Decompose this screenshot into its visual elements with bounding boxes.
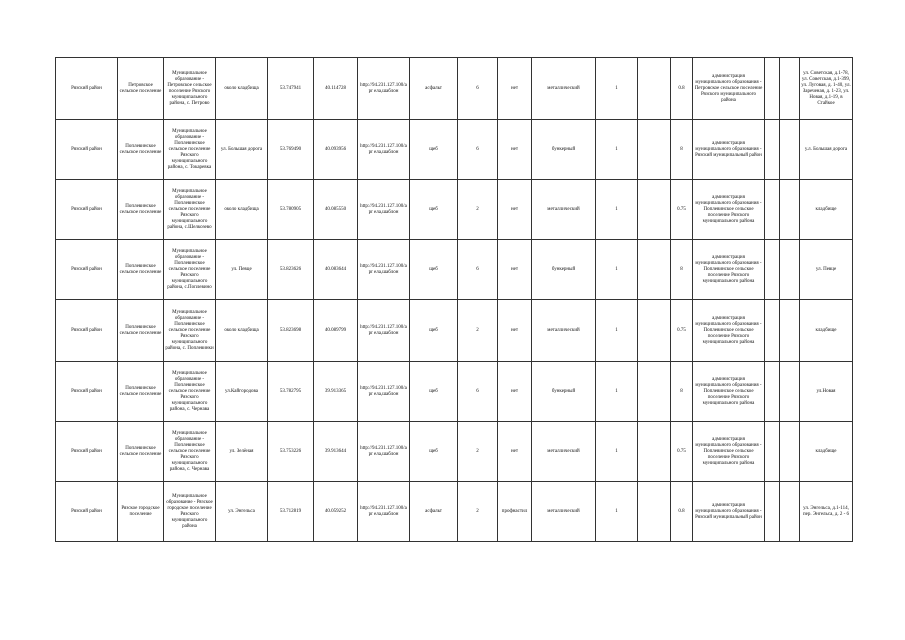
container-type-cell [532, 300, 596, 362]
waste-sources-cell [800, 120, 853, 180]
longitude-cell [314, 180, 358, 240]
owner-cell [164, 422, 216, 482]
container-type-text: металлический [547, 448, 580, 454]
holder-text: администрация муниципального образования - Рязский муниципальный район [695, 502, 762, 520]
owner-cell [164, 120, 216, 180]
empty-cell [765, 180, 780, 240]
latitude-text: 53.747941 [279, 85, 302, 91]
waste-sources-text: ул.Новая [816, 388, 836, 394]
holder-text: администрация муниципального образования - Поплевинское сельское поселение Рязского муниципального района [695, 254, 762, 284]
empty-cell [780, 120, 800, 180]
container-count-text: 1 [615, 146, 618, 152]
location-cell [216, 422, 268, 482]
fence-cell [498, 240, 532, 300]
location-text: около кладбища [224, 85, 259, 91]
latitude-text: 53.753226 [279, 448, 302, 454]
container-type-cell [532, 362, 596, 422]
waste-sources-text: кладбище [815, 448, 837, 454]
container-volume-text: 0.8 [678, 508, 685, 514]
owner-text: Муниципальное образование - Рязское городское поселение Рязского муниципального района [166, 493, 213, 529]
waste-sources-cell [800, 180, 853, 240]
settlement-cell [118, 362, 164, 422]
table-row [56, 180, 853, 240]
container-count-text: 1 [615, 448, 618, 454]
container-volume-cell [671, 300, 693, 362]
container-count-cell [596, 240, 638, 300]
holder-cell [693, 300, 765, 362]
area-cell [458, 300, 498, 362]
table-row [56, 482, 853, 542]
area-text: 2 [476, 448, 479, 454]
table-row [56, 422, 853, 482]
owner-text: Муниципальное образование - Петровское сельское поселение Рязского муниципального района, с. Петрово [167, 70, 212, 106]
container-type-text: металлический [547, 85, 580, 91]
district-cell [56, 240, 118, 300]
cover-type-text: асфальт [425, 508, 442, 514]
district-cell [56, 482, 118, 542]
empty-cell [765, 58, 780, 120]
empty-cell [765, 482, 780, 542]
registry-link-text[interactable]: http://94.231.127.100/apr ела,шаблон [360, 385, 407, 397]
empty-cell [638, 482, 671, 542]
cover-type-cell [410, 362, 458, 422]
waste-sources-cell [800, 240, 853, 300]
longitude-cell [314, 482, 358, 542]
latitude-text: 53.823698 [279, 327, 302, 333]
area-cell [458, 422, 498, 482]
fence-text: профнастил [501, 508, 528, 514]
registry-link-text[interactable]: http://94.231.127.100/apr ела,шаблон [360, 445, 407, 457]
registry-link-text[interactable]: http://94.231.127.100/apr ела,шаблон [360, 203, 407, 215]
area-text: 2 [476, 508, 479, 514]
fence-text: нет [510, 327, 519, 333]
table-row [56, 120, 853, 180]
cover-type-text: щеб [429, 266, 438, 272]
cover-type-text: щеб [429, 206, 438, 212]
empty-cell [780, 240, 800, 300]
container-count-cell [596, 362, 638, 422]
settlement-cell [118, 422, 164, 482]
district-cell [56, 58, 118, 120]
container-type-cell [532, 482, 596, 542]
settlement-cell [118, 120, 164, 180]
table-row [56, 240, 853, 300]
settlement-text: Петровское сельское поселение [119, 82, 162, 94]
fence-cell [498, 180, 532, 240]
empty-cell [638, 180, 671, 240]
latitude-cell [268, 422, 314, 482]
settlement-text: Поплевинское сельское поселение [119, 263, 162, 275]
cover-type-text: щеб [429, 448, 438, 454]
waste-sources-cell [800, 58, 853, 120]
latitude-text: 53.782795 [279, 388, 302, 394]
container-type-text: бункерный [551, 266, 576, 272]
registry-link-cell[interactable] [358, 180, 410, 240]
location-cell [216, 180, 268, 240]
table-row [56, 300, 853, 362]
container-volume-text: 0.8 [678, 85, 685, 91]
container-volume-cell [671, 180, 693, 240]
owner-cell [164, 300, 216, 362]
settlement-text: Рязское городское поселение [121, 505, 160, 517]
location-cell [216, 482, 268, 542]
registry-link-text[interactable]: http://94.231.127.100/apr ела,шаблон [360, 505, 407, 517]
empty-cell [765, 362, 780, 422]
district-text: Рязский район [71, 448, 102, 454]
empty-cell [780, 362, 800, 422]
latitude-text: 53.823626 [279, 266, 302, 272]
location-cell [216, 240, 268, 300]
container-volume-cell [671, 240, 693, 300]
registry-link-cell[interactable] [358, 300, 410, 362]
empty-cell [638, 362, 671, 422]
cover-type-cell [410, 58, 458, 120]
container-volume-cell [671, 422, 693, 482]
registry-link-cell[interactable] [358, 120, 410, 180]
latitude-text: 53.712819 [279, 508, 302, 514]
fence-cell [498, 362, 532, 422]
container-count-cell [596, 180, 638, 240]
latitude-cell [268, 240, 314, 300]
container-type-text: бункерный [551, 388, 576, 394]
container-volume-text: 8 [680, 388, 683, 394]
empty-cell [780, 482, 800, 542]
district-text: Рязский район [71, 85, 102, 91]
latitude-text: 53.769490 [279, 146, 302, 152]
fence-text: нет [510, 206, 519, 212]
district-text: Рязский район [71, 388, 102, 394]
container-volume-cell [671, 362, 693, 422]
area-cell [458, 120, 498, 180]
district-cell [56, 422, 118, 482]
longitude-text: 40.083644 [324, 266, 347, 272]
empty-cell [638, 240, 671, 300]
owner-text: Муниципальное образование - Поплевинское сельское поселение Рязского муниципального района, с.Поплевино [167, 248, 212, 290]
cover-type-cell [410, 240, 458, 300]
waste-sources-text: кладбище [815, 206, 837, 212]
empty-cell [638, 120, 671, 180]
area-cell [458, 58, 498, 120]
area-text: 6 [476, 266, 479, 272]
settlement-cell [118, 240, 164, 300]
holder-cell [693, 240, 765, 300]
waste-sources-cell [800, 300, 853, 362]
registry-link-text[interactable]: http://94.231.127.100/apr ела,шаблон [360, 143, 407, 155]
container-count-cell [596, 120, 638, 180]
district-text: Рязский район [71, 146, 102, 152]
holder-text: администрация муниципального образования - Поплевинское сельское поселение Рязского муниципального района [695, 376, 762, 406]
table-row [56, 58, 853, 120]
owner-cell [164, 58, 216, 120]
district-text: Рязский район [71, 327, 102, 333]
district-cell [56, 300, 118, 362]
waste-sources-cell [800, 362, 853, 422]
latitude-cell [268, 180, 314, 240]
area-cell [458, 240, 498, 300]
waste-sources-text: кладбище [815, 327, 837, 333]
cover-type-cell [410, 120, 458, 180]
container-count-cell [596, 482, 638, 542]
latitude-cell [268, 300, 314, 362]
fence-cell [498, 58, 532, 120]
empty-cell [638, 58, 671, 120]
empty-cell [765, 240, 780, 300]
fence-text: нет [510, 266, 519, 272]
latitude-cell [268, 120, 314, 180]
district-text: Рязский район [71, 508, 102, 514]
settlement-cell [118, 180, 164, 240]
register-body [56, 58, 853, 542]
settlement-text: Поплевинское сельское поселение [119, 324, 162, 336]
settlement-cell [118, 58, 164, 120]
owner-cell [164, 482, 216, 542]
owner-cell [164, 180, 216, 240]
holder-cell [693, 362, 765, 422]
holder-cell [693, 422, 765, 482]
area-text: 6 [476, 85, 479, 91]
cover-type-cell [410, 422, 458, 482]
longitude-text: 40.093956 [324, 146, 347, 152]
settlement-cell [118, 300, 164, 362]
empty-cell [780, 180, 800, 240]
district-cell [56, 362, 118, 422]
fence-text: нет [510, 448, 519, 454]
longitude-cell [314, 422, 358, 482]
empty-cell [780, 58, 800, 120]
cover-type-text: асфальт [425, 85, 442, 91]
container-type-cell [532, 120, 596, 180]
settlement-cell [118, 482, 164, 542]
settlement-text: Поплевинское сельское поселение [119, 385, 162, 397]
longitude-text: 40.114728 [324, 85, 347, 91]
fence-text: нет [510, 388, 519, 394]
container-type-text: металлический [547, 206, 580, 212]
empty-cell [638, 422, 671, 482]
container-count-text: 1 [615, 508, 618, 514]
location-cell [216, 58, 268, 120]
container-type-cell [532, 240, 596, 300]
cover-type-cell [410, 482, 458, 542]
latitude-cell [268, 362, 314, 422]
container-type-cell [532, 422, 596, 482]
empty-cell [765, 422, 780, 482]
container-count-cell [596, 300, 638, 362]
longitude-text: 39.913365 [324, 388, 347, 394]
container-volume-cell [671, 482, 693, 542]
settlement-text: Поплевинское сельское поселение [119, 203, 162, 215]
empty-cell [780, 300, 800, 362]
container-count-cell [596, 58, 638, 120]
longitude-text: 40.085550 [324, 206, 347, 212]
longitude-text: 40.059252 [324, 508, 347, 514]
container-volume-text: 8 [680, 266, 683, 272]
owner-text: Муниципальное образование - Поплевинское сельское поселение Рязского муниципального района, с. Чернава [168, 430, 211, 472]
holder-text: администрация муниципального образования - Петровское сельское поселение Рязского муниципального района [694, 73, 763, 103]
container-count-text: 1 [615, 388, 618, 394]
cover-type-text: щеб [429, 327, 438, 333]
latitude-cell [268, 482, 314, 542]
location-cell [216, 120, 268, 180]
container-count-text: 1 [615, 206, 618, 212]
owner-cell [164, 362, 216, 422]
register-table [55, 57, 853, 542]
district-cell [56, 180, 118, 240]
holder-cell [693, 482, 765, 542]
waste-sources-cell [800, 482, 853, 542]
longitude-cell [314, 362, 358, 422]
holder-cell [693, 180, 765, 240]
container-type-cell [532, 58, 596, 120]
empty-cell [765, 120, 780, 180]
fence-cell [498, 422, 532, 482]
waste-sources-cell [800, 422, 853, 482]
area-text: 2 [476, 327, 479, 333]
waste-sources-text: ул. Певце [815, 266, 837, 272]
owner-text: Муниципальное образование - Поплевинское сельское поселение Рязского муниципального района, с. Чернава [168, 370, 211, 412]
longitude-cell [314, 300, 358, 362]
area-text: 2 [476, 206, 479, 212]
registry-link-cell[interactable] [358, 482, 410, 542]
container-type-text: металлический [547, 327, 580, 333]
container-type-text: металлический [547, 508, 580, 514]
location-cell [216, 362, 268, 422]
container-volume-text: 0.75 [677, 448, 686, 454]
district-text: Рязский район [71, 266, 102, 272]
settlement-text: Поплевинское сельское поселение [119, 445, 162, 457]
cover-type-text: щеб [429, 388, 438, 394]
latitude-cell [268, 58, 314, 120]
registry-link-cell[interactable] [358, 362, 410, 422]
holder-text: администрация муниципального образования - Рязский муниципальный район [695, 140, 762, 158]
location-text: ул. Большая дорога [220, 146, 263, 152]
container-count-text: 1 [615, 327, 618, 333]
district-cell [56, 120, 118, 180]
container-count-text: 1 [615, 85, 618, 91]
waste-sources-text: ул. Энгельса, д.1-114, пер. Энгельса, д. 2 - 6 [802, 505, 850, 517]
location-text: ул. Энгельса [228, 508, 255, 514]
area-cell [458, 180, 498, 240]
owner-cell [164, 240, 216, 300]
table-row [56, 362, 853, 422]
holder-text: администрация муниципального образования - Поплевинское сельское поселение Рязского муниципального района [695, 436, 762, 466]
longitude-cell [314, 120, 358, 180]
area-text: 6 [476, 388, 479, 394]
waste-sources-text: ул. Советская, д.1-78, ул. Советская, д.1-399, ул. Луговая, д. 1-40, ул. Зареченая, д. 1-23, ул. Новая, д.1-19, в Стайкое [801, 70, 851, 106]
empty-cell [638, 300, 671, 362]
longitude-text: 40.089799 [324, 327, 347, 333]
location-text: ул. Певце [231, 266, 252, 272]
registry-link-cell[interactable] [358, 58, 410, 120]
container-count-text: 1 [615, 266, 618, 272]
area-cell [458, 362, 498, 422]
owner-text: Муниципальное образование - Поплевинское сельское поселение Рязского муниципального района, с. Поплевинки [165, 309, 214, 351]
cover-type-cell [410, 300, 458, 362]
holder-cell [693, 58, 765, 120]
holder-text: администрация муниципального образования - Поплевинское сельское поселение Рязского муниципального района [695, 194, 762, 224]
registry-link-text[interactable]: http://94.231.127.100/apr ела,шаблон [360, 324, 407, 336]
owner-text: Муниципальное образование - Поплевинское сельское поселение Рязского муниципального района, с. Токаревка [167, 128, 212, 170]
empty-cell [765, 300, 780, 362]
container-volume-text: 8 [680, 146, 683, 152]
holder-text: администрация муниципального образования - Поплевинское сельское поселение Рязского муниципального района [695, 315, 762, 345]
settlement-text: Поплевинское сельское поселение [119, 143, 162, 155]
district-text: Рязский район [71, 206, 102, 212]
holder-cell [693, 120, 765, 180]
waste-sources-text: у.л. Большая дорога [804, 146, 848, 152]
latitude-text: 53.780905 [279, 206, 302, 212]
fence-cell [498, 120, 532, 180]
location-text: ул.Кайгородова [224, 388, 259, 394]
location-text: около кладбища [224, 206, 259, 212]
longitude-cell [314, 240, 358, 300]
location-text: около кладбища [224, 327, 259, 333]
container-type-text: бункерный [551, 146, 576, 152]
cover-type-text: щеб [429, 146, 438, 152]
location-text: ул. Зелёная [229, 448, 254, 454]
registry-link-text[interactable]: http://94.231.127.100/apr ела,шаблон [360, 263, 407, 275]
location-cell [216, 300, 268, 362]
fence-cell [498, 300, 532, 362]
owner-text: Муниципальное образование - Поплевинское сельское поселение Рязского муниципального района, с.Шелкозево [167, 188, 212, 230]
fence-text: нет [510, 146, 519, 152]
container-volume-text: 0.75 [677, 206, 686, 212]
fence-text: нет [510, 85, 519, 91]
area-text: 6 [476, 146, 479, 152]
fence-cell [498, 482, 532, 542]
longitude-cell [314, 58, 358, 120]
cover-type-cell [410, 180, 458, 240]
container-volume-cell [671, 120, 693, 180]
area-cell [458, 482, 498, 542]
registry-link-cell[interactable] [358, 240, 410, 300]
registry-link-text[interactable]: http://94.231.127.100/apr ела,шаблон [360, 82, 407, 94]
container-type-cell [532, 180, 596, 240]
container-volume-cell [671, 58, 693, 120]
empty-cell [780, 422, 800, 482]
registry-link-cell[interactable] [358, 422, 410, 482]
longitude-text: 39.913644 [324, 448, 347, 454]
container-volume-text: 0.75 [677, 327, 686, 333]
container-count-cell [596, 422, 638, 482]
